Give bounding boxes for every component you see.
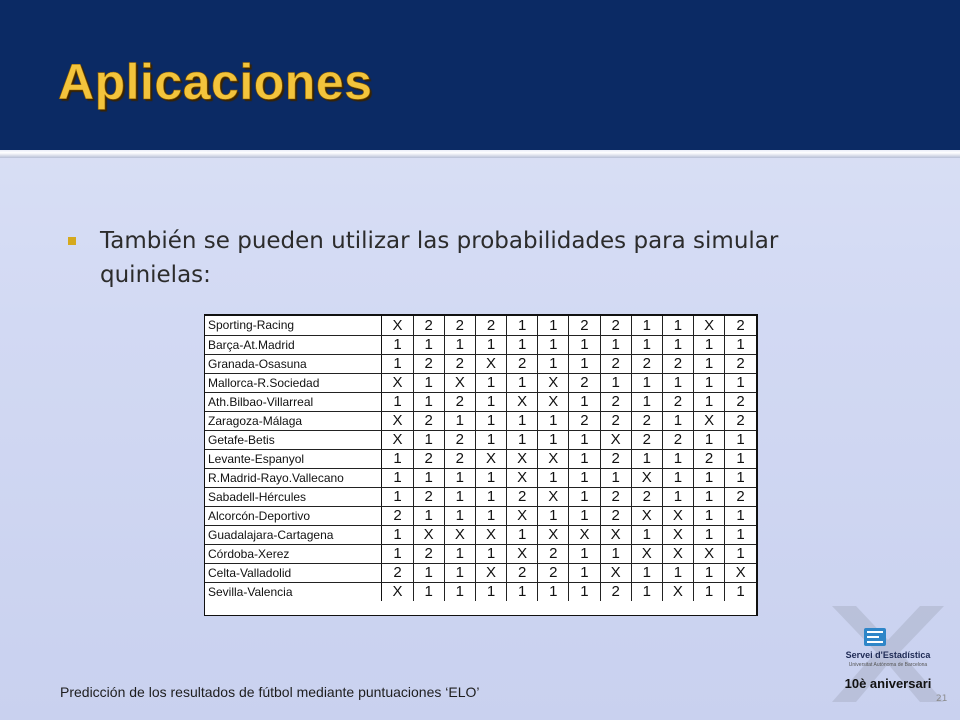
- match-name: Getafe-Betis: [205, 430, 382, 449]
- pick-cell: 1: [475, 582, 506, 601]
- slide-footer: Predicción de los resultados de fútbol mediante puntuaciones ‘ELO’: [60, 684, 480, 700]
- match-name: Celta-Valladolid: [205, 563, 382, 582]
- pick-cell: X: [694, 411, 725, 430]
- pick-cell: 1: [569, 392, 600, 411]
- pick-cell: X: [662, 544, 693, 563]
- match-name: Sevilla-Valencia: [205, 582, 382, 601]
- pick-cell: 2: [600, 449, 631, 468]
- pick-cell: 2: [662, 354, 693, 373]
- table-row: [205, 449, 756, 468]
- pick-cell: 1: [413, 373, 444, 392]
- pick-cell: X: [538, 449, 569, 468]
- match-name: Barça-At.Madrid: [205, 335, 382, 354]
- pick-cell: 2: [725, 487, 756, 506]
- pick-cell: 1: [725, 544, 756, 563]
- pick-cell: X: [538, 487, 569, 506]
- pick-cell: 1: [444, 582, 475, 601]
- pick-cell: 1: [694, 354, 725, 373]
- pick-cell: 2: [538, 563, 569, 582]
- table-row: [205, 544, 756, 563]
- pick-cell: 1: [694, 373, 725, 392]
- pick-cell: X: [631, 506, 662, 525]
- match-name: Zaragoza-Málaga: [205, 411, 382, 430]
- pick-cell: 1: [725, 430, 756, 449]
- pick-cell: 1: [600, 468, 631, 487]
- pick-cell: 1: [538, 316, 569, 335]
- pick-cell: 2: [413, 544, 444, 563]
- pick-cell: 1: [662, 335, 693, 354]
- pick-cell: X: [507, 392, 538, 411]
- pick-cell: 2: [444, 354, 475, 373]
- pick-cell: 1: [382, 525, 413, 544]
- pick-cell: X: [600, 430, 631, 449]
- page-number: 21: [936, 694, 948, 704]
- pick-cell: 1: [475, 544, 506, 563]
- pick-cell: 1: [538, 468, 569, 487]
- pick-cell: 2: [662, 430, 693, 449]
- pick-cell: 1: [569, 582, 600, 601]
- table-row: [205, 563, 756, 582]
- table-row: [205, 582, 756, 601]
- match-name: Granada-Osasuna: [205, 354, 382, 373]
- pick-cell: 1: [382, 468, 413, 487]
- pick-cell: X: [694, 316, 725, 335]
- table-row: [205, 316, 756, 335]
- pick-cell: 1: [694, 563, 725, 582]
- pick-cell: 2: [413, 411, 444, 430]
- pick-cell: X: [538, 373, 569, 392]
- pick-cell: 1: [507, 335, 538, 354]
- pick-cell: 2: [600, 316, 631, 335]
- pick-cell: X: [631, 468, 662, 487]
- pick-cell: 1: [382, 335, 413, 354]
- pick-cell: 2: [413, 354, 444, 373]
- pick-cell: 1: [694, 582, 725, 601]
- pick-cell: 1: [694, 335, 725, 354]
- pick-cell: 2: [631, 430, 662, 449]
- pick-cell: 2: [600, 487, 631, 506]
- pick-cell: X: [475, 525, 506, 544]
- pick-cell: X: [694, 544, 725, 563]
- pick-cell: 1: [694, 525, 725, 544]
- pick-cell: 1: [413, 468, 444, 487]
- pick-cell: 1: [475, 335, 506, 354]
- pick-cell: 1: [413, 506, 444, 525]
- title-divider: [0, 150, 960, 158]
- pick-cell: X: [382, 373, 413, 392]
- pick-cell: 2: [631, 354, 662, 373]
- pick-cell: X: [382, 582, 413, 601]
- pick-cell: 2: [413, 487, 444, 506]
- table-row: [205, 430, 756, 449]
- pick-cell: X: [662, 582, 693, 601]
- servei-estadistica-logo: [826, 606, 950, 702]
- pick-cell: 2: [725, 316, 756, 335]
- pick-cell: 2: [631, 411, 662, 430]
- pick-cell: 1: [507, 316, 538, 335]
- pick-cell: 2: [475, 316, 506, 335]
- pick-cell: 1: [725, 335, 756, 354]
- pick-cell: 2: [444, 392, 475, 411]
- pick-cell: 1: [725, 506, 756, 525]
- pick-cell: 1: [694, 430, 725, 449]
- pick-cell: 2: [569, 316, 600, 335]
- pick-cell: X: [382, 316, 413, 335]
- pick-cell: 1: [507, 411, 538, 430]
- pick-cell: 1: [631, 582, 662, 601]
- pick-cell: 2: [725, 392, 756, 411]
- pick-cell: 2: [600, 582, 631, 601]
- pick-cell: 1: [631, 335, 662, 354]
- table-row: [205, 335, 756, 354]
- table-row: [205, 468, 756, 487]
- pick-cell: 1: [694, 506, 725, 525]
- pick-cell: 1: [413, 430, 444, 449]
- pick-cell: X: [600, 525, 631, 544]
- pick-cell: 2: [538, 544, 569, 563]
- pick-cell: 1: [475, 411, 506, 430]
- pick-cell: 1: [413, 335, 444, 354]
- pick-cell: 1: [413, 582, 444, 601]
- pick-cell: 1: [662, 563, 693, 582]
- pick-cell: X: [538, 525, 569, 544]
- pick-cell: 1: [444, 411, 475, 430]
- pick-cell: X: [662, 525, 693, 544]
- pick-cell: X: [662, 506, 693, 525]
- pick-cell: 1: [694, 487, 725, 506]
- pick-cell: 1: [631, 392, 662, 411]
- pick-cell: 1: [507, 373, 538, 392]
- pick-cell: X: [413, 525, 444, 544]
- pick-cell: 2: [725, 411, 756, 430]
- pick-cell: 1: [475, 506, 506, 525]
- pick-cell: 2: [662, 392, 693, 411]
- pick-cell: X: [475, 563, 506, 582]
- pick-cell: X: [444, 525, 475, 544]
- pick-cell: X: [631, 544, 662, 563]
- bullet-square-icon: [68, 237, 76, 245]
- pick-cell: X: [382, 411, 413, 430]
- pick-cell: 2: [507, 354, 538, 373]
- pick-cell: X: [538, 392, 569, 411]
- pick-cell: X: [444, 373, 475, 392]
- pick-cell: 2: [569, 411, 600, 430]
- pick-cell: 1: [569, 430, 600, 449]
- pick-cell: 1: [631, 316, 662, 335]
- pick-cell: 1: [538, 335, 569, 354]
- pick-cell: 2: [569, 373, 600, 392]
- pick-cell: 1: [569, 544, 600, 563]
- pick-cell: 1: [569, 563, 600, 582]
- pick-cell: 1: [569, 449, 600, 468]
- pick-cell: 2: [444, 430, 475, 449]
- pick-cell: 1: [382, 487, 413, 506]
- table-row: [205, 506, 756, 525]
- bullet-text: También se pueden utilizar las probabilidades para simular quinielas:: [100, 228, 779, 288]
- pick-cell: 1: [475, 430, 506, 449]
- pick-cell: 1: [475, 392, 506, 411]
- pick-cell: 2: [600, 354, 631, 373]
- pick-cell: X: [507, 544, 538, 563]
- pick-cell: 1: [413, 563, 444, 582]
- pick-cell: X: [600, 563, 631, 582]
- pick-cell: 1: [538, 354, 569, 373]
- pick-cell: 1: [662, 373, 693, 392]
- pick-cell: 1: [382, 544, 413, 563]
- pick-cell: 1: [569, 487, 600, 506]
- table-row: [205, 354, 756, 373]
- pick-cell: 1: [507, 430, 538, 449]
- quiniela-table: [204, 314, 758, 616]
- match-name: Alcorcón-Deportivo: [205, 506, 382, 525]
- pick-cell: 2: [444, 316, 475, 335]
- pick-cell: 1: [538, 430, 569, 449]
- pick-cell: 1: [631, 525, 662, 544]
- pick-cell: 1: [538, 506, 569, 525]
- pick-cell: 1: [538, 582, 569, 601]
- pick-cell: 1: [507, 525, 538, 544]
- pick-cell: 1: [444, 335, 475, 354]
- pick-cell: 1: [413, 392, 444, 411]
- match-name: Sporting-Racing: [205, 316, 382, 335]
- pick-cell: 1: [569, 354, 600, 373]
- pick-cell: 1: [725, 373, 756, 392]
- pick-cell: 1: [569, 506, 600, 525]
- pick-cell: 1: [600, 335, 631, 354]
- logo-subtitle: Universitat Autònoma de Barcelona: [848, 662, 928, 668]
- pick-cell: 1: [444, 563, 475, 582]
- pick-cell: 1: [600, 544, 631, 563]
- pick-cell: 1: [382, 392, 413, 411]
- pick-cell: 2: [600, 506, 631, 525]
- pick-cell: X: [569, 525, 600, 544]
- pick-cell: 1: [382, 449, 413, 468]
- pick-cell: 1: [382, 354, 413, 373]
- pick-cell: 2: [600, 411, 631, 430]
- pick-cell: 1: [631, 563, 662, 582]
- table-row: [205, 392, 756, 411]
- pick-cell: 2: [382, 506, 413, 525]
- pick-cell: 2: [725, 354, 756, 373]
- pick-cell: X: [725, 563, 756, 582]
- match-name: R.Madrid-Rayo.Vallecano: [205, 468, 382, 487]
- pick-cell: 1: [662, 449, 693, 468]
- pick-cell: 2: [413, 449, 444, 468]
- pick-cell: X: [507, 449, 538, 468]
- match-name: Guadalajara-Cartagena: [205, 525, 382, 544]
- table-row: [205, 487, 756, 506]
- pick-cell: X: [475, 354, 506, 373]
- pick-cell: 2: [694, 449, 725, 468]
- pick-cell: 1: [538, 411, 569, 430]
- pick-cell: 1: [444, 468, 475, 487]
- pick-cell: 1: [725, 449, 756, 468]
- pick-cell: 1: [662, 468, 693, 487]
- quiniela-grid: [205, 316, 756, 601]
- match-name: Mallorca-R.Sociedad: [205, 373, 382, 392]
- match-name: Ath.Bilbao-Villarreal: [205, 392, 382, 411]
- pick-cell: 1: [694, 468, 725, 487]
- pick-cell: X: [507, 506, 538, 525]
- pick-cell: 2: [507, 563, 538, 582]
- pick-cell: 1: [725, 525, 756, 544]
- pick-cell: 2: [413, 316, 444, 335]
- pick-cell: 2: [600, 392, 631, 411]
- pick-cell: 1: [631, 449, 662, 468]
- pick-cell: 1: [662, 487, 693, 506]
- pick-cell: X: [382, 430, 413, 449]
- pick-cell: 1: [662, 411, 693, 430]
- pick-cell: 1: [662, 316, 693, 335]
- match-name: Sabadell-Hércules: [205, 487, 382, 506]
- pick-cell: 1: [475, 373, 506, 392]
- pick-cell: 2: [631, 487, 662, 506]
- table-row: [205, 373, 756, 392]
- pick-cell: 1: [475, 468, 506, 487]
- pick-cell: 1: [507, 582, 538, 601]
- slide-title: Aplicaciones: [58, 54, 373, 110]
- logo-anniversary: 10è aniversari: [844, 676, 932, 691]
- logo-name: Servei d'Estadística: [845, 650, 931, 660]
- pick-cell: X: [507, 468, 538, 487]
- pick-cell: 2: [507, 487, 538, 506]
- table-row: [205, 411, 756, 430]
- pick-cell: 1: [444, 487, 475, 506]
- pick-cell: 1: [725, 468, 756, 487]
- pick-cell: 1: [631, 373, 662, 392]
- pick-cell: 1: [475, 487, 506, 506]
- pick-cell: 1: [736, 583, 745, 601]
- pick-cell: 1: [569, 335, 600, 354]
- pick-cell: 1: [694, 392, 725, 411]
- pick-cell: X: [475, 449, 506, 468]
- pick-cell: 2: [382, 563, 413, 582]
- match-name: Levante-Espanyol: [205, 449, 382, 468]
- pick-cell: 1: [569, 468, 600, 487]
- table-row: [205, 525, 756, 544]
- pick-cell: 1: [444, 544, 475, 563]
- pick-cell: 1: [444, 506, 475, 525]
- pick-cell: 2: [444, 449, 475, 468]
- pick-cell: 1: [600, 373, 631, 392]
- match-name: Córdoba-Xerez: [205, 544, 382, 563]
